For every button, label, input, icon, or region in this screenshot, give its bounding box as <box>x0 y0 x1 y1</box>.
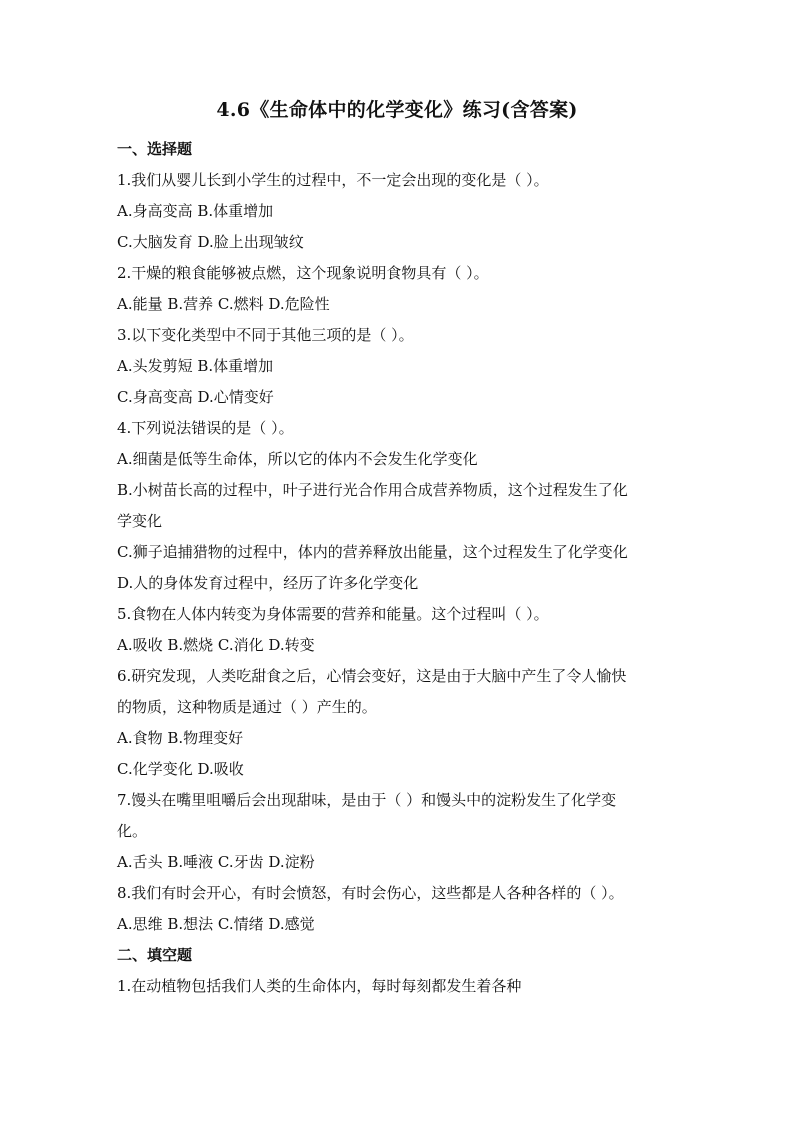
answer-options: A.吸收 B.燃烧 C.消化 D.转变 <box>117 636 315 654</box>
question-text: 3.以下变化类型中不同于其他三项的是（ ）。 <box>117 326 414 344</box>
question-text: 1.我们从婴儿长到小学生的过程中，不一定会出现的变化是（ ）。 <box>117 171 549 189</box>
question-text: 7.馒头在嘴里咀嚼后会出现甜味，是由于（ ）和馒头中的淀粉发生了化学变 <box>117 791 617 809</box>
document-body <box>117 134 677 1002</box>
question-text: 2.干燥的粮食能够被点燃，这个现象说明食物具有（ ）。 <box>117 264 489 282</box>
answer-options: A.能量 B.营养 C.燃料 D.危险性 <box>117 295 330 313</box>
answer-options: A.舌头 B.唾液 C.牙齿 D.淀粉 <box>117 853 315 871</box>
answer-options: C.化学变化 D.吸收 <box>117 760 244 778</box>
answer-options: A.细菌是低等生命体，所以它的体内不会发生化学变化 <box>117 450 478 468</box>
answer-options: D.人的身体发育过程中，经历了许多化学变化 <box>117 574 419 592</box>
question-text: 化。 <box>117 822 148 840</box>
question-text: 5.食物在人体内转变为身体需要的营养和能量。这个过程叫（ ）。 <box>117 605 549 623</box>
question-text: 的物质，这种物质是通过（ ）产生的。 <box>117 698 377 716</box>
answer-options: C.狮子追捕猎物的过程中，体内的营养释放出能量，这个过程发生了化学变化 <box>117 543 628 561</box>
answer-options: A.思维 B.想法 C.情绪 D.感觉 <box>117 915 315 933</box>
answer-options: B.小树苗长高的过程中，叶子进行光合作用合成营养物质，这个过程发生了化 <box>117 481 628 499</box>
section-heading: 一、选择题 <box>117 140 193 158</box>
question-text: 6.研究发现，人类吃甜食之后，心情会变好，这是由于大脑中产生了令人愉快 <box>117 667 627 685</box>
question-text: 4.下列说法错误的是（ ）。 <box>117 419 294 437</box>
answer-options: C.大脑发育 D.脸上出现皱纹 <box>117 233 304 251</box>
answer-options: A.头发剪短 B.体重增加 <box>117 357 274 375</box>
document-title: 4.6《生命体中的化学变化》练习(含答案) <box>216 99 578 121</box>
answer-options: A.食物 B.物理变好 <box>117 729 244 747</box>
question-text: 8.我们有时会开心，有时会愤怒，有时会伤心，这些都是人各种各样的（ ）。 <box>117 884 624 902</box>
answer-options: 学变化 <box>117 512 163 530</box>
question-text: 1.在动植物包括我们人类的生命体内，每时每刻都发生着各种 <box>117 977 522 995</box>
answer-options: C.身高变高 D.心情变好 <box>117 388 274 406</box>
section-heading: 二、填空题 <box>117 946 193 964</box>
answer-options: A.身高变高 B.体重增加 <box>117 202 274 220</box>
